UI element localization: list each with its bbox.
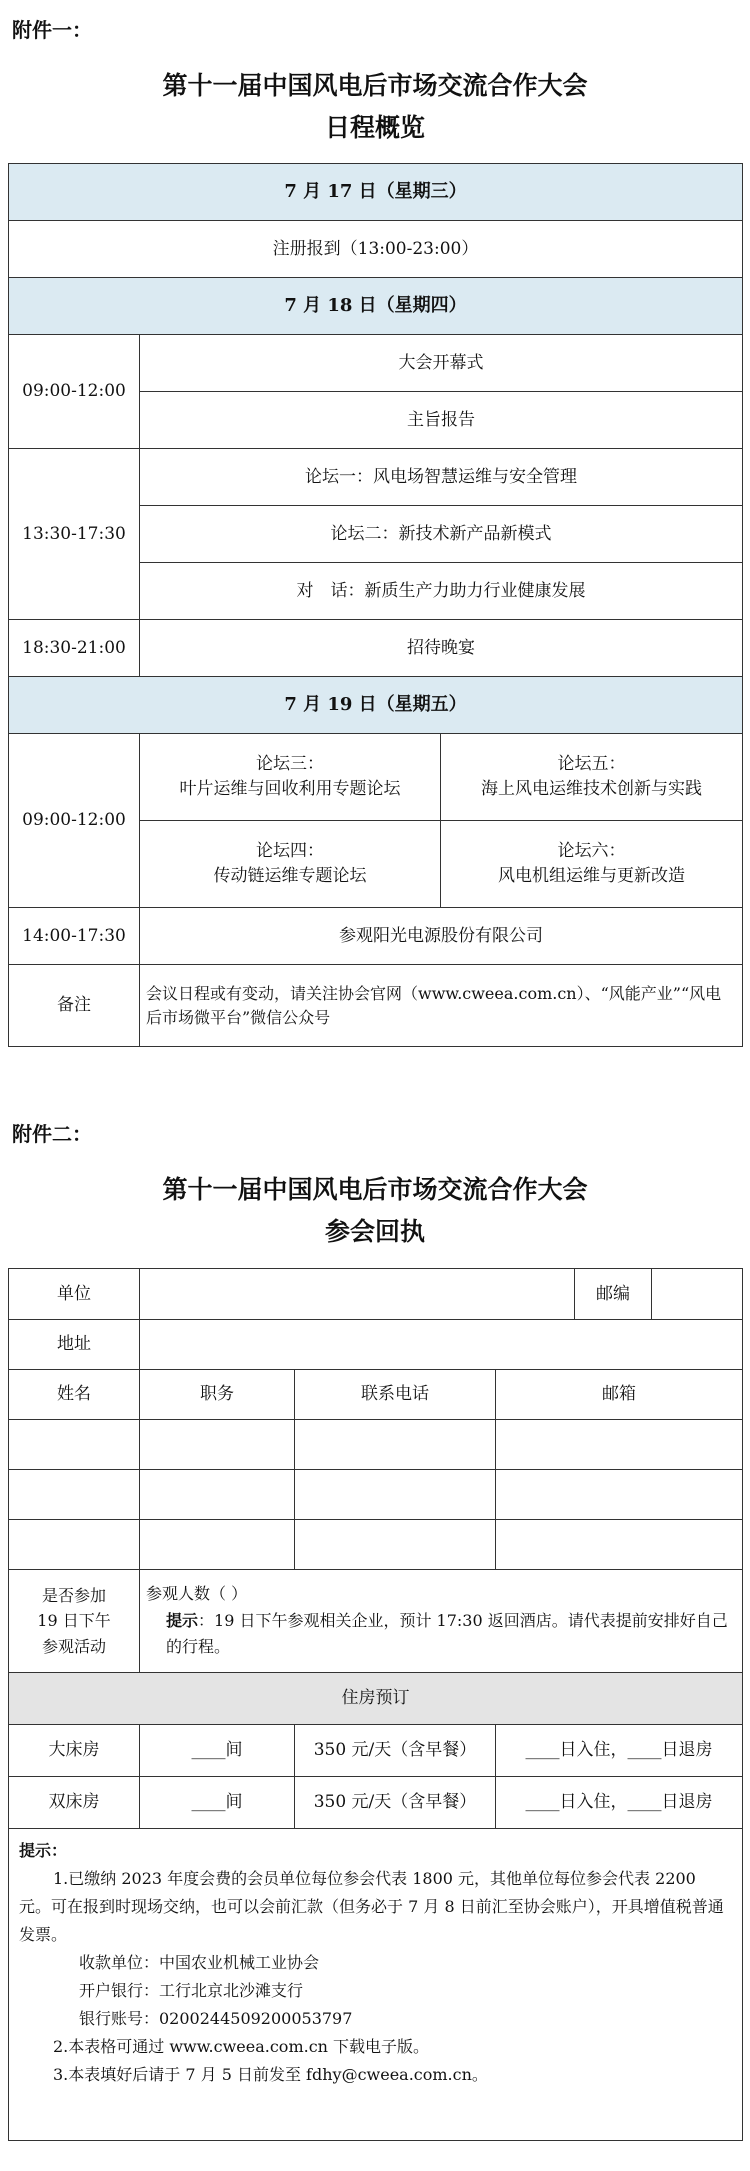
postcode-field[interactable] <box>652 1269 736 1319</box>
forum-2: 论坛二：新技术新产品新模式 <box>140 506 743 563</box>
notes-title: 提示： <box>19 1841 68 1860</box>
visit-hint: ：19 日下午参观相关企业，预计 17:30 返回酒店。请代表提前安排好自己的行程。 <box>166 1610 728 1657</box>
registration: 注册报到（13:00-23:00） <box>9 221 743 278</box>
position-col-header: 职务 <box>140 1370 295 1420</box>
name-field[interactable] <box>9 1420 140 1470</box>
remark-text: 会议日程或有变动，请关注协会官网（www.cweea.com.cn）、“风能产业”“风电后市场微平台”微信公众号 <box>140 965 743 1047</box>
email-field[interactable] <box>496 1470 743 1520</box>
forum-3-text: 叶片运维与回收利用专题论坛 <box>179 779 401 799</box>
address-label: 地址 <box>9 1320 140 1370</box>
notes-fee: 1.已缴纳 2023 年度会费的会员单位每位参会代表 1800 元，其他单位每位参会代表 2200 元。可在报到时现场交纳，也可以会前汇款（但务必于 7 月 8 日前汇至协会账户），开具增值税普通发票。 <box>19 1869 724 1944</box>
opening-ceremony: 大会开幕式 <box>140 335 743 392</box>
twin-room-count[interactable]: ____间 <box>140 1777 295 1829</box>
receipt-title: 第十一届中国风电后市场交流合作大会 <box>162 1175 588 1204</box>
king-room-label: 大床房 <box>9 1725 140 1777</box>
phone-field[interactable] <box>295 1520 496 1570</box>
position-field[interactable] <box>140 1470 295 1520</box>
forum-3-title: 论坛三： <box>256 754 324 775</box>
forum-5-title: 论坛五： <box>557 754 626 775</box>
forum-6-title: 论坛六： <box>557 841 626 862</box>
notes-submit: 3.本表填好后请于 7 月 5 日前发至 fdhy@cweea.com.cn。 <box>53 2065 488 2084</box>
position-field[interactable] <box>140 1520 295 1570</box>
time-slot: 09:00-12:00 <box>9 335 140 449</box>
twin-room-dates[interactable]: ____日入住，____日退房 <box>496 1777 743 1829</box>
forum-4 <box>140 821 441 908</box>
phone-field[interactable] <box>295 1470 496 1520</box>
attendee-row <box>9 1520 743 1570</box>
notes-download: 2.本表格可通过 www.cweea.com.cn 下载电子版。 <box>53 2037 430 2056</box>
forum-4-title: 论坛四： <box>256 841 324 862</box>
schedule-title: 第十一届中国风电后市场交流合作大会 <box>162 71 588 100</box>
dialogue: 对 话：新质生产力助力行业健康发展 <box>140 563 743 620</box>
forum-6-text: 风电机组运维与更新改造 <box>498 866 685 886</box>
visit-label: 是否参加 19 日下午 参观活动 <box>9 1570 140 1673</box>
unit-field[interactable] <box>140 1269 575 1320</box>
visit-count[interactable]: 参观人数（ ） <box>146 1584 248 1604</box>
site-visit: 参观阳光电源股份有限公司 <box>140 908 743 965</box>
king-room-price: 350 元/天（含早餐） <box>295 1725 496 1777</box>
phone-field[interactable] <box>295 1420 496 1470</box>
postcode-label: 邮编 <box>575 1269 652 1319</box>
twin-room-label: 双床房 <box>9 1777 140 1829</box>
notes-box <box>9 1829 743 2141</box>
name-field[interactable] <box>9 1520 140 1570</box>
visit-hint-label: 提示 <box>166 1610 199 1630</box>
banquet: 招待晚宴 <box>140 620 743 677</box>
attachment-1-label: 附件一： <box>12 18 92 42</box>
twin-room-price: 350 元/天（含早餐） <box>295 1777 496 1829</box>
phone-col-header: 联系电话 <box>295 1370 496 1420</box>
receipt-subtitle: 参会回执 <box>324 1217 425 1246</box>
day1-header: 7 月 17 日（星期三） <box>9 164 743 221</box>
schedule-subtitle: 日程概览 <box>324 113 425 142</box>
email-field[interactable] <box>496 1420 743 1470</box>
housing-header: 住房预订 <box>9 1673 743 1725</box>
king-room-dates[interactable]: ____日入住，____日退房 <box>496 1725 743 1777</box>
time-slot: 18:30-21:00 <box>9 620 140 677</box>
email-field[interactable] <box>496 1520 743 1570</box>
day2-header: 7 月 18 日（星期四） <box>9 278 743 335</box>
king-room-count[interactable]: ____间 <box>140 1725 295 1777</box>
day3-header: 7 月 19 日（星期五） <box>9 677 743 734</box>
name-col-header: 姓名 <box>9 1370 140 1420</box>
visit-info <box>140 1570 743 1673</box>
keynote: 主旨报告 <box>140 392 743 449</box>
position-field[interactable] <box>140 1420 295 1470</box>
email-col-header: 邮箱 <box>496 1370 743 1420</box>
attendee-row <box>9 1470 743 1520</box>
time-slot: 14:00-17:30 <box>9 908 140 965</box>
forum-6 <box>441 821 743 908</box>
address-field[interactable] <box>140 1320 743 1370</box>
time-slot: 13:30-17:30 <box>9 449 140 620</box>
schedule-table <box>8 163 743 1047</box>
remark-label: 备注 <box>9 965 140 1047</box>
name-field[interactable] <box>9 1470 140 1520</box>
unit-label: 单位 <box>9 1269 140 1320</box>
forum-5 <box>441 734 743 821</box>
forum-5-text: 海上风电运维技术创新与实践 <box>481 779 702 799</box>
forum-1: 论坛一：风电场智慧运维与安全管理 <box>140 449 743 506</box>
time-slot: 09:00-12:00 <box>9 734 140 908</box>
registration-form <box>8 1268 743 2141</box>
forum-4-text: 传动链运维专题论坛 <box>213 866 367 886</box>
notes-account: 银行账号：0200244509200053797 <box>79 2009 353 2028</box>
attendee-row <box>9 1420 743 1470</box>
notes-bank: 开户银行：工行北京北沙滩支行 <box>79 1981 304 2000</box>
attachment-2-label: 附件二： <box>12 1122 92 1146</box>
forum-3 <box>140 734 441 821</box>
postcode-cell <box>575 1269 743 1320</box>
notes-payee: 收款单位：中国农业机械工业协会 <box>79 1953 320 1972</box>
